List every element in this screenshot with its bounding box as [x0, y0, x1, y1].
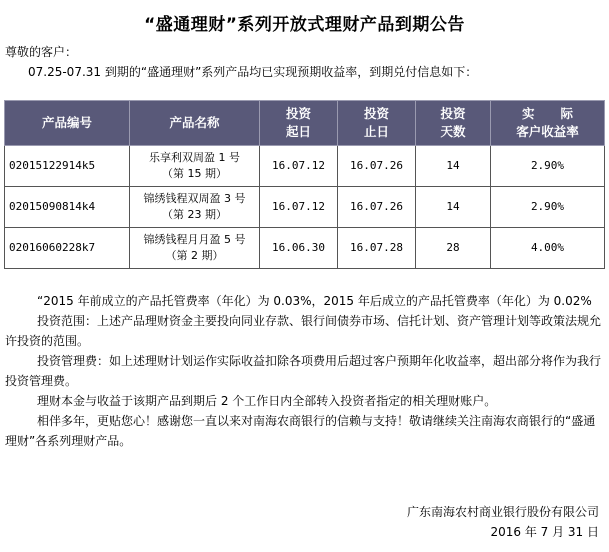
start-date: 16.07.12	[260, 146, 338, 187]
days: 28	[416, 228, 491, 269]
header-name: 产品名称	[130, 101, 260, 146]
table-header-row	[5, 101, 605, 146]
start-date: 16.06.30	[260, 228, 338, 269]
start-date: 16.07.12	[260, 187, 338, 228]
header-code: 产品编号	[5, 101, 130, 146]
transfer-note: 理财本金与收益于该期产品到期后 2 个工作日内全部转入投资者指定的相关理财账户。	[37, 394, 497, 408]
product-code: 02015090814k4	[5, 187, 130, 228]
investment-scope: 投资范围：上述产品理财资金主要投向同业存款、银行间债券市场、信托计划、资产管理计划等政策法规允许投资的范围。	[5, 314, 602, 348]
header-start: 投资 起日	[260, 101, 338, 146]
end-date: 16.07.28	[338, 228, 416, 269]
notice-date: 2016 年 7 月 31 日	[490, 525, 599, 539]
company-name: 广东南海农村商业银行股份有限公司	[406, 505, 599, 519]
end-date: 16.07.26	[338, 187, 416, 228]
product-name: 锦绣钱程月月盈 5 号 （第 2 期）	[130, 228, 260, 269]
notes-section	[5, 291, 605, 451]
signature	[407, 502, 599, 542]
intro-text: 07.25-07.31 到期的“盛通理财”系列产品均已实现预期收益率，到期兑付信息如下：	[28, 65, 478, 79]
days: 14	[416, 187, 491, 228]
product-name: 锦绣钱程双周盈 3 号 （第 23 期）	[130, 187, 260, 228]
yield: 4.00%	[491, 228, 605, 269]
header-days: 投资 天数	[416, 101, 491, 146]
yield: 2.90%	[491, 146, 605, 187]
product-name: 乐享利双周盈 1 号 （第 15 期）	[130, 146, 260, 187]
table-row	[5, 228, 605, 269]
yield: 2.90%	[491, 187, 605, 228]
management-fee-note: 投资管理费：如上述理财计划运作实际收益扣除各项费用后超过客户预期年化收益率，超出部分将作为我行投资管理费。	[5, 354, 602, 388]
end-date: 16.07.26	[338, 146, 416, 187]
page-title: “盛通理财”系列开放式理财产品到期公告	[144, 15, 465, 35]
thanks-note: 相伴多年，更贴您心！感谢您一直以来对南海农商银行的信赖与支持！敬请继续关注南海农商银行的“盛通理财”各系列理财产品。	[5, 414, 596, 448]
product-code: 02015122914k5	[5, 146, 130, 187]
table-row	[5, 146, 605, 187]
header-yield: 实 际 客户收益率	[491, 101, 605, 146]
days: 14	[416, 146, 491, 187]
product-table	[4, 100, 605, 269]
table-row	[5, 187, 605, 228]
greeting: 尊敬的客户：	[5, 45, 78, 59]
product-code: 02016060228k7	[5, 228, 130, 269]
header-end: 投资 止日	[338, 101, 416, 146]
fee-note: “2015 年前成立的产品托管费率（年化）为 0.03%，2015 年后成立的产品托管费率（年化）为 0.02%	[37, 294, 592, 308]
